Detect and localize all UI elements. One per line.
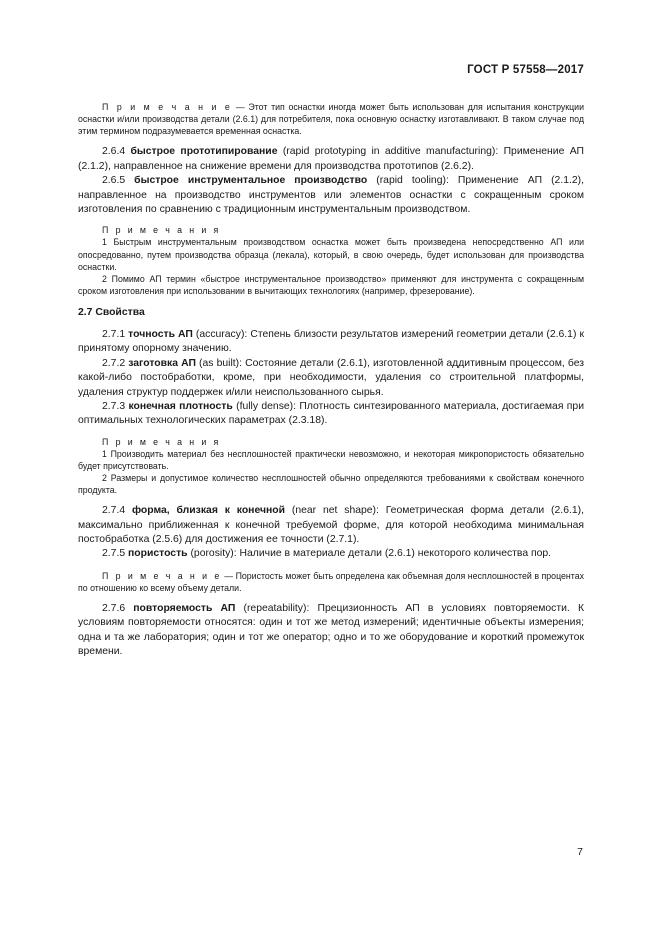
term-number: 2.7.3 bbox=[102, 400, 129, 412]
page-number: 7 bbox=[577, 846, 583, 858]
term-2-6-5 bbox=[78, 174, 584, 217]
term-name: форма, близкая к конечной bbox=[131, 505, 286, 517]
note-item: 1 Быстрым инструментальным производством оснастка может быть произведена непосредственно АП или опосредованно, путем производства образца (лекала), который, в свою очередь, будет использован для производства оснастки. bbox=[78, 237, 584, 272]
note-label: П р и м е ч а н и е bbox=[102, 102, 233, 112]
document-body bbox=[78, 96, 584, 660]
term-number: 2.7.2 bbox=[102, 357, 129, 369]
note-item: 2 Размеры и допустимое количество несплошностей обычно определяются требованиями к свойствам конечного продукта. bbox=[78, 473, 584, 496]
term-name: повторяемость АП bbox=[133, 603, 236, 614]
term-name: быстрое прототипирование bbox=[130, 146, 278, 158]
note-item: 1 Производить материал без несплошностей практически невозможно, и некоторая микропористость обязательно будет присутствовать. bbox=[78, 448, 584, 471]
term-definition: (rapid prototyping in additive manufacturing): Применение АП (2.1.2), направленное на снижение времени для производства прототипов (2.6.2). bbox=[78, 146, 585, 172]
term-definition: (near net shape): Геометрическая форма детали (2.6.1), максимально приближенная к конечной требуемой форме, для которой необходима минимальная постобработка (2.5.6) для достижения ее точности (2.7.1). bbox=[78, 505, 584, 545]
notes-label: П р и м е ч а н и я bbox=[102, 225, 221, 236]
term-number: 2.6.4 bbox=[102, 146, 131, 158]
term-2-7-6 bbox=[78, 602, 584, 660]
document-header: ГОСТ Р 57558—2017 bbox=[467, 64, 584, 76]
term-number: 2.7.6 bbox=[102, 603, 134, 614]
notes-heading bbox=[78, 436, 584, 448]
notes-label: П р и м е ч а н и я bbox=[102, 436, 221, 447]
term-number: 2.6.5 bbox=[102, 175, 135, 187]
term-2-7-4 bbox=[78, 504, 584, 547]
term-definition: (porosity): Наличие в материале детали (2.6.1) некоторого количества пор. bbox=[187, 548, 552, 560]
term-definition: (rapid tooling): Применение АП (2.1.2), направленное на производство инструментов или элементов оснастки с сокращенным сроком изготовления по сравнению с традиционным инструментальным производством. bbox=[78, 175, 584, 215]
term-2-7-3 bbox=[78, 400, 584, 429]
note-item: 2 Помимо АП термин «быстрое инструментальное производство» применяют для инструмента с сокращенным сроком изготовления при использовании в вычитающих технологиях (например, фрезерование). bbox=[78, 273, 584, 296]
term-number: 2.7.4 bbox=[102, 505, 132, 517]
term-definition: (fully dense): Плотность синтезированного материала, достигаемая при оптимальных технологических параметрах (2.3.18). bbox=[78, 400, 584, 427]
section-heading: 2.7 Свойства bbox=[78, 306, 145, 318]
term-name: конечная плотность bbox=[128, 400, 233, 412]
term-definition: (repeatability): Прецизионность АП в условиях повторяемости. К условиям повторяемости относятся: один и тот же метод измерений; идентичные объекты измерения; одна и та же лаборатория; один и тот же оператор; одно и то же оборудование и короткий промежуток времени. bbox=[78, 603, 584, 658]
term-2-7-5 bbox=[78, 547, 584, 561]
term-definition: (accuracy): Степень близости результатов измерений геометрии детали (2.6.1) к принятому опорному значению. bbox=[78, 328, 584, 355]
term-name: быстрое инструментальное производство bbox=[134, 175, 368, 187]
term-name: точность АП bbox=[128, 328, 193, 340]
term-2-7-2 bbox=[78, 357, 584, 400]
notes-heading bbox=[78, 224, 584, 236]
note-label: П р и м е ч а н и е bbox=[102, 570, 222, 581]
note-text: — Пористость может быть определена как объемная доля несплошностей в процентах по отношению ко всему объему детали. bbox=[78, 570, 584, 593]
note-paragraph bbox=[78, 101, 584, 137]
note-paragraph bbox=[78, 570, 584, 594]
term-name: пористость bbox=[128, 548, 188, 560]
term-2-7-1 bbox=[78, 328, 584, 357]
term-name: заготовка АП bbox=[128, 357, 196, 369]
term-2-6-4 bbox=[78, 145, 584, 174]
term-number: 2.7.5 bbox=[102, 548, 128, 560]
term-number: 2.7.1 bbox=[102, 328, 129, 340]
term-definition: (as built): Состояние детали (2.6.1), изготовленной аддитивным процессом, без какой-либо постобработки, кроме, при необходимости, удаления со строительной платформы, удаления структур поддержек и/или неиспользованного сырья. bbox=[78, 357, 585, 398]
note-text: — Этот тип оснастки иногда может быть использован для испытания конструкции оснастки и/или производства детали (2.6.1) для потребителя, пока основную оснастку изготавливают. В таком случае под этим термином подразумевается временная оснастка. bbox=[78, 102, 584, 137]
